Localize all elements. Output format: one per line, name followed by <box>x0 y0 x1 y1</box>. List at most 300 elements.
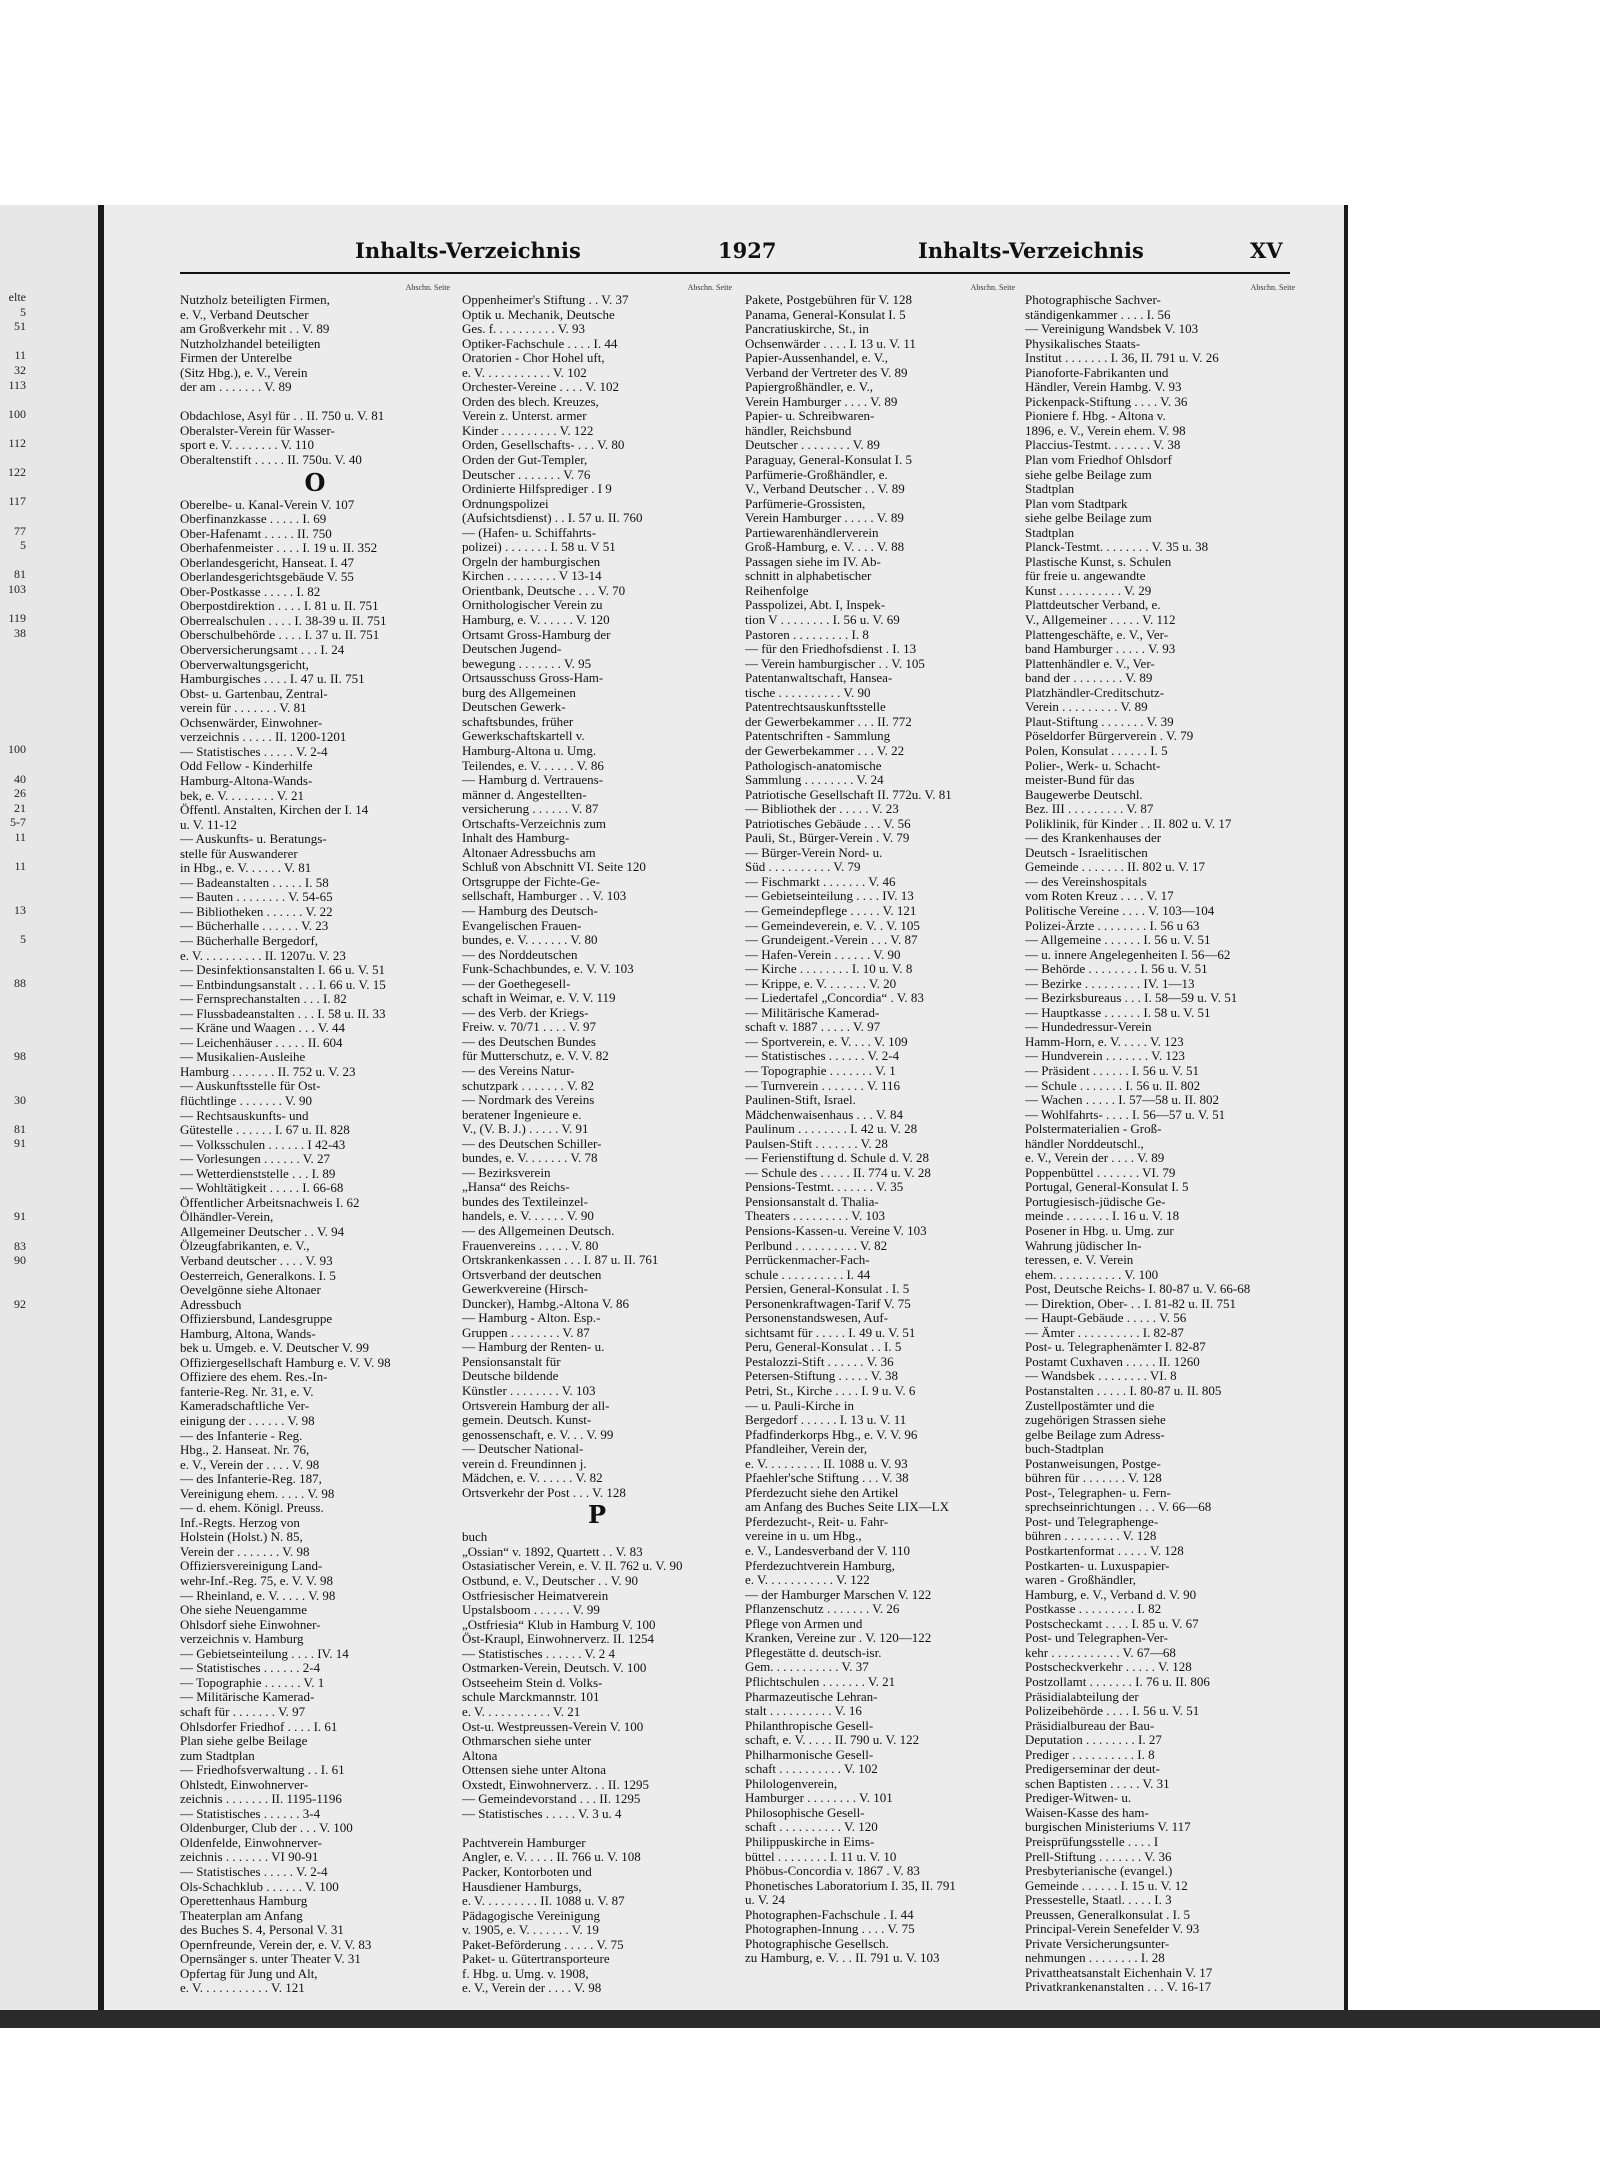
index-entry-line: schaft in Weimar, e. V. V. 119 <box>462 991 616 1006</box>
index-entry-line: Plaut-Stiftung . . . . . . . V. 39 <box>1025 714 1174 729</box>
index-entry-line: Theaters . . . . . . . . . V. 103 <box>745 1209 885 1224</box>
index-entry-line: Offiziergesellschaft Hamburg e. V. V. 98 <box>180 1355 391 1370</box>
index-entry-line: Pickenpack-Stiftung . . . . V. 36 <box>1025 394 1188 409</box>
index-entry-line: Ostbund, e. V., Deutscher . . V. 90 <box>462 1574 638 1589</box>
previous-page-number: 113 <box>8 377 26 392</box>
index-entry-line: — Gebietseinteilung . . . . IV. 13 <box>745 889 914 904</box>
index-entry-line: Verein . . . . . . . . . V. 89 <box>1025 700 1148 715</box>
index-entry-line: Gemeinde . . . . . . . II. 802 u. V. 17 <box>1025 860 1206 875</box>
index-entry-line: — u. Pauli-Kirche in <box>745 1398 855 1413</box>
index-entry-line: Postscheckverkehr . . . . . V. 128 <box>1025 1660 1192 1675</box>
index-entry-line: — Deutscher National- <box>462 1442 584 1457</box>
index-entry-line: — Desinfektionsanstalten I. 66 u. V. 51 <box>180 963 385 978</box>
index-entry-line: bühren für . . . . . . . V. 128 <box>1025 1471 1162 1486</box>
index-entry-line: Ortsverein Hamburg der all- <box>462 1398 610 1413</box>
index-entry-line: waren - Großhändler, <box>1025 1573 1137 1588</box>
index-entry-line: Präsidialabteilung der <box>1025 1689 1139 1704</box>
index-entry-line: Hamburg . . . . . . . II. 752 u. V. 23 <box>180 1064 356 1079</box>
index-entry-line: Oberalster-Verein für Wasser- <box>180 423 335 438</box>
index-entry-line: büttel . . . . . . . . I. 11 u. V. 10 <box>745 1849 897 1864</box>
index-entry-line: Philosophische Gesell- <box>745 1805 865 1820</box>
index-entry-line: Obdachlose, Asyl für . . II. 750 u. V. 81 <box>180 409 385 424</box>
index-entry-line: Privattheatsanstalt Eichenhain V. 17 <box>1025 1965 1213 1980</box>
previous-page-number <box>0 1414 26 1429</box>
index-entry-line: Verein der . . . . . . . V. 98 <box>180 1544 310 1559</box>
section-letter: O <box>304 467 326 497</box>
index-entry-line: Polen, Konsulat . . . . . . I. 5 <box>1025 743 1168 758</box>
index-entry-line: Theaterplan am Anfang <box>180 1908 303 1923</box>
index-entry-line: Persien, General-Konsulat . I. 5 <box>745 1282 910 1297</box>
index-entry-line: buch <box>462 1530 488 1545</box>
index-entry-line: — Hamburg des Deutsch- <box>462 903 598 918</box>
index-entry-line: Pfandleiher, Verein der, <box>745 1442 868 1457</box>
index-entry-line: sellschaft, Hamburger . . V. 103 <box>462 889 627 904</box>
index-entry-line: — Auskunftsstelle für Ost- <box>180 1079 321 1094</box>
previous-page-number <box>0 1005 26 1020</box>
previous-page-number: 11 <box>14 859 26 874</box>
previous-page-number: 91 <box>14 1209 26 1224</box>
index-entry-line: Gruppen . . . . . . . . V. 87 <box>462 1325 590 1340</box>
previous-page-number <box>0 669 26 684</box>
index-entry-line: Paulinum . . . . . . . . I. 42 u. V. 28 <box>745 1122 918 1137</box>
index-entry-line: Patentschriften - Sammlung <box>745 729 891 744</box>
index-entry-line: Plan vom Friedhof Ohlsdorf <box>1025 453 1172 468</box>
previous-page-number <box>0 1370 26 1385</box>
previous-page-number <box>0 713 26 728</box>
previous-page-number: 5 <box>20 932 26 947</box>
index-entry-line: Präsidialbureau der Bau- <box>1025 1718 1155 1733</box>
index-entry-line: — Hamburg d. Vertrauens- <box>462 773 604 788</box>
index-entry-line: — Statistisches . . . . . . 3-4 <box>180 1806 321 1821</box>
index-entry-line: Pfadfinderkorps Hbg., e. V. V. 96 <box>745 1427 918 1442</box>
index-entry-line: Philologenverein, <box>745 1776 838 1791</box>
index-entry-line: „Hansa“ des Reichs- <box>462 1180 570 1195</box>
index-entry-line: Pöseldorfer Bürgerverein . V. 79 <box>1025 729 1194 744</box>
index-entry-line: Kranken, Vereine zur . V. 120—122 <box>745 1631 932 1646</box>
index-entry-line: Packer, Kontorboten und <box>462 1864 592 1879</box>
previous-page-number <box>0 1312 26 1327</box>
section-letter: P <box>587 1500 607 1530</box>
index-entry-line: Oberaltenstift . . . . . II. 750u. V. 40 <box>180 453 362 468</box>
previous-page-number: 98 <box>14 1048 26 1063</box>
previous-page-number: 32 <box>14 362 26 377</box>
index-entry-line: v. 1905, e. V. . . . . . . V. 19 <box>462 1923 599 1938</box>
index-entry-line: — Topographie . . . . . . V. 1 <box>180 1675 325 1690</box>
index-entry-line: Mädchenwaisenhaus . . . V. 84 <box>745 1107 904 1122</box>
index-entry-line: — Hafen-Verein . . . . . . V. 90 <box>745 947 901 962</box>
index-entry-line: sport e. V. . . . . . . . V. 110 <box>180 438 314 453</box>
index-entry-line: — Rheinland, e. V. . . . . V. 98 <box>180 1588 336 1603</box>
index-entry-line: Waisen-Kasse des ham- <box>1025 1805 1149 1820</box>
previous-page-number <box>0 553 26 568</box>
index-entry-line: Deutschen Gewerk- <box>462 700 566 715</box>
previous-page-number <box>0 451 26 466</box>
index-entry-line: Evangelischen Frauen- <box>462 918 582 933</box>
index-entry-line: Hamm-Horn, e. V. . . . . V. 123 <box>1025 1034 1184 1049</box>
previous-page-number: 5 <box>20 304 26 319</box>
column-header: Abschn. Seite <box>1250 283 1295 292</box>
index-entry-line: Pastoren . . . . . . . . . I. 8 <box>745 627 869 642</box>
index-entry-line: — Turnverein . . . . . . . V. 116 <box>745 1078 901 1093</box>
index-entry-line: Papier-Aussenhandel, e. V., <box>745 351 888 366</box>
index-entry-line: Verein Hamburger . . . . V. 89 <box>745 394 898 409</box>
previous-page-number: 112 <box>8 435 26 450</box>
index-entry-line: Inhalt des Hamburg- <box>462 831 570 846</box>
index-entry-line: Orden des blech. Kreuzes, <box>462 394 599 409</box>
index-entry-line: nehmungen . . . . . . . . I. 28 <box>1025 1951 1165 1966</box>
index-entry-line: — (Hafen- u. Schiffahrts- <box>462 525 597 540</box>
index-entry-line: — Wandsbek . . . . . . . . VI. 8 <box>1025 1369 1177 1384</box>
index-entry-line: Politische Vereine . . . . V. 103—104 <box>1025 903 1215 918</box>
column-header: Abschn. Seite <box>687 283 732 292</box>
index-entry-line: Firmen der Unterelbe <box>180 351 292 366</box>
index-entry-line: Vereinigung ehem. . . . . V. 98 <box>180 1486 335 1501</box>
index-entry-line: Post- und Telegraphenge- <box>1025 1514 1159 1529</box>
header-left-title: Inhalts-Verzeichnis <box>355 238 581 263</box>
previous-page-number <box>0 728 26 743</box>
index-entry-line: Ortsverband der deutschen <box>462 1267 602 1282</box>
index-entry-line: — Bücherhalle Bergedorf, <box>180 933 319 948</box>
index-entry-line: — Bezirke . . . . . . . . . IV. 1—13 <box>1025 976 1195 991</box>
index-entry-line: Oberhafenmeister . . . . I. 19 u. II. 352 <box>180 541 378 556</box>
index-entry-line: — Volksschulen . . . . . . I 42-43 <box>180 1137 346 1152</box>
index-entry-line: Portugiesisch-jüdische Ge- <box>1025 1194 1166 1209</box>
index-entry-line: Hamburg, e. V., Verband d. V. 90 <box>1025 1587 1197 1602</box>
index-entry-line: Private Versicherungsunter- <box>1025 1936 1170 1951</box>
index-entry-line: bundes des Textileinzel- <box>462 1194 588 1209</box>
index-entry-line: Ortsgruppe der Fichte-Ge- <box>462 874 600 889</box>
index-entry-line: Pianoforte-Fabrikanten und <box>1025 365 1169 380</box>
index-entries <box>462 293 732 1996</box>
index-entry-line: handels, e. V. . . . . . V. 90 <box>462 1209 594 1224</box>
previous-page-number: 122 <box>8 465 26 480</box>
index-entry-line: Paulinen-Stift, Israel. <box>745 1093 856 1108</box>
index-entry-line: Poliklinik, für Kinder . . II. 802 u. V. 17 <box>1025 816 1232 831</box>
index-entry-line: e. V. . . . . . . . . . . V. 21 <box>462 1704 581 1719</box>
index-entry-line: Philanthropische Gesell- <box>745 1718 874 1733</box>
index-entry-line: beratener Ingenieure e. <box>462 1107 582 1122</box>
index-entry-line: Schluß von Abschnitt VI. Seite 120 <box>462 860 646 875</box>
index-entry-line: fanterie-Reg. Nr. 31, e. V. <box>180 1384 314 1399</box>
previous-page-number: 5 <box>20 538 26 553</box>
index-entry-line: tische . . . . . . . . . . V. 90 <box>745 685 871 700</box>
index-entry-line: — Bibliothek der . . . . . V. 23 <box>745 802 899 817</box>
index-entry-line: — Militärische Kamerad- <box>745 1005 880 1020</box>
previous-page-number: 92 <box>14 1296 26 1311</box>
index-entry-line: am Anfang des Buches Seite LIX—LX <box>745 1500 949 1515</box>
previous-page-number: 119 <box>8 611 26 626</box>
index-entry-line: Ölzeugfabrikanten, e. V., <box>180 1239 310 1254</box>
index-entry-line: — Hauptkasse . . . . . . I. 58 u. V. 51 <box>1025 1005 1211 1020</box>
index-entry-line: Hamburg, Altona, Wands- <box>180 1326 316 1341</box>
index-entry-line: Operettenhaus Hamburg <box>180 1894 308 1909</box>
index-entry-line: Deutsch - Israelitischen <box>1025 845 1148 860</box>
previous-page-number <box>0 961 26 976</box>
index-entry-line: Nutzholzhandel beteiligten <box>180 336 321 351</box>
index-entry-line: — Sportverein, e. V. . . . V. 109 <box>745 1034 908 1049</box>
index-entry-line: Hamburger . . . . . . . . V. 101 <box>745 1791 893 1806</box>
index-column-2 <box>462 282 732 1996</box>
index-entry-line: Süd . . . . . . . . . . V. 79 <box>745 860 861 875</box>
previous-page-number: 38 <box>14 625 26 640</box>
index-entry-line: meinde . . . . . . . I. 16 u. V. 18 <box>1025 1209 1180 1224</box>
index-entry-line: Wahrung jüdischer In- <box>1025 1238 1142 1253</box>
index-entry-line: Personenkraftwagen-Tarif V. 75 <box>745 1296 911 1311</box>
index-entry-line: Principal-Verein Senefelder V. 93 <box>1025 1922 1200 1937</box>
previous-page-number <box>0 1355 26 1370</box>
index-entry-line: Oberfinanzkasse . . . . . I. 69 <box>180 512 327 527</box>
previous-page-number <box>0 1195 26 1210</box>
previous-page-number: 88 <box>14 975 26 990</box>
index-entry-line: Oberelbe- u. Kanal-Verein V. 107 <box>180 497 355 512</box>
index-entry-line: Peru, General-Konsulat . . I. 5 <box>745 1340 902 1355</box>
scan-bottom-strip <box>0 2010 1600 2028</box>
index-entry-line: e. V. . . . . . . . . . . V. 102 <box>462 365 587 380</box>
index-entry-line: Platzhändler-Creditschutz- <box>1025 685 1165 700</box>
index-entry-line: — Topographie . . . . . . . V. 1 <box>745 1063 896 1078</box>
previous-page-number <box>0 1078 26 1093</box>
index-entry-line: Plattenhändler e. V., Ver- <box>1025 656 1155 671</box>
index-entry-line: schule Marckmannstr. 101 <box>462 1690 600 1705</box>
index-entry-line: — Entbindungsanstalt . . . I. 66 u. V. 15 <box>180 977 386 992</box>
index-entry-line: Öffentl. Anstalten, Kirchen der I. 14 <box>180 803 369 818</box>
index-entry-line: Oldenfelde, Einwohnerver- <box>180 1835 322 1850</box>
index-entry-line: Sammlung . . . . . . . . V. 24 <box>745 773 884 788</box>
index-entry-line: Institut . . . . . . . I. 36, II. 791 u. V. 26 <box>1025 351 1219 366</box>
index-entry-line: — der Hamburger Marschen V. 122 <box>745 1587 932 1602</box>
index-entry-line: Oesterreich, Generalkons. I. 5 <box>180 1268 336 1283</box>
index-entry-line: Pensions-Kassen-u. Vereine V. 103 <box>745 1224 927 1238</box>
index-entry-line: meister-Bund für das <box>1025 773 1135 788</box>
index-entries <box>745 293 1015 1966</box>
index-entry-line: — u. innere Angelegenheiten I. 56—62 <box>1025 947 1231 962</box>
previous-page-number <box>0 947 26 962</box>
index-entry-line: — Bezirksverein <box>462 1165 551 1180</box>
index-entry-line: — des Infanterie-Reg. 187, <box>180 1472 322 1487</box>
previous-page-number: 51 <box>14 319 26 334</box>
index-entry-line: — der Goethegesell- <box>462 976 571 991</box>
index-entry-line: — Nordmark des Vereins <box>462 1093 595 1108</box>
index-entry-line: Paket-Beförderung . . . . . V. 75 <box>462 1937 624 1952</box>
index-entry-line: Postkasse . . . . . . . . . I. 82 <box>1025 1602 1162 1617</box>
index-entry-line: Prediger . . . . . . . . . . I. 8 <box>1025 1747 1155 1762</box>
index-entry-line: — Hamburg - Alton. Esp.- <box>462 1311 601 1326</box>
index-entry-line: Deputation . . . . . . . . I. 27 <box>1025 1733 1162 1748</box>
index-entry-line: Orchester-Vereine . . . . V. 102 <box>462 380 620 395</box>
index-entry-line: Pancratiuskirche, St., in <box>745 322 869 337</box>
index-entry-line: Partiewarenhändlerverein <box>745 525 879 540</box>
index-entry-line: Prell-Stiftung . . . . . . . V. 36 <box>1025 1849 1172 1864</box>
index-entry-line: — Schule des . . . . . II. 774 u. V. 28 <box>745 1165 931 1180</box>
index-entry-line: — Rechtsauskunfts- und <box>180 1108 309 1123</box>
previous-page-number: 26 <box>14 786 26 801</box>
index-entry-line: stalt . . . . . . . . . . V. 16 <box>745 1704 862 1719</box>
index-entry-line: — Statistisches . . . . . V. 3 u. 4 <box>462 1806 622 1821</box>
previous-page-number: 81 <box>14 1121 26 1136</box>
index-entry-line: buch-Stadtplan <box>1025 1442 1104 1457</box>
index-entry-line: — Hundverein . . . . . . . V. 123 <box>1025 1049 1185 1064</box>
index-entry-line: — Vorlesungen . . . . . . V. 27 <box>180 1152 330 1167</box>
index-entry-line: Duncker), Hambg.-Altona V. 86 <box>462 1296 630 1311</box>
index-entry-line: Reihenfolge <box>745 583 809 598</box>
index-entry-line: Ordnungspolizei <box>462 496 549 511</box>
index-entry-line: Oberlandesgericht, Hanseat. I. 47 <box>180 555 354 570</box>
index-entry-line: Freiw. v. 70/71 . . . . V. 97 <box>462 1020 596 1035</box>
index-entry-line: Ohlstedt, Einwohnerver- <box>180 1777 309 1792</box>
previous-page-numbers <box>0 290 26 1458</box>
previous-page-number: 83 <box>14 1238 26 1253</box>
index-entry-line: — des Krankenhauses der <box>1025 831 1162 846</box>
index-entry-line: f. Hbg. u. Umg. v. 1908, <box>462 1966 589 1981</box>
index-entry-line: Posener in Hbg. u. Umg. zur <box>1025 1224 1174 1238</box>
previous-page-number <box>0 1020 26 1035</box>
index-entry-line: Patriotisches Gebäude . . . V. 56 <box>745 816 911 831</box>
index-entry-line: Prediger-Witwen- u. <box>1025 1791 1132 1806</box>
index-entry-line: Preisprüfungsstelle . . . . I <box>1025 1834 1159 1849</box>
index-entry-line: — Ferienstiftung d. Schule d. V. 28 <box>745 1151 930 1166</box>
index-entry-line: Polier-, Werk- u. Schacht- <box>1025 758 1161 773</box>
index-entry-line: — Verein hamburgischer . . V. 105 <box>745 656 925 671</box>
index-entry-line: Opernsänger s. unter Theater V. 31 <box>180 1952 361 1967</box>
index-entry-line: Ges. f. . . . . . . . . . V. 93 <box>462 322 586 337</box>
index-entry-line: Postkarten- u. Luxuspapier- <box>1025 1558 1170 1573</box>
index-entry-line: — Vereinigung Wandsbek V. 103 <box>1025 322 1199 337</box>
index-entry-line: — Statistisches . . . . . . V. 2-4 <box>745 1049 900 1064</box>
index-entry-line: Predigerseminar der deut- <box>1025 1762 1161 1777</box>
index-entry-line: Plattdeutscher Verband, e. <box>1025 598 1161 613</box>
index-entry-line: Photographische Gesellsch. <box>745 1936 889 1951</box>
index-entry-line: — Behörde . . . . . . . . I. 56 u. V. 51 <box>1025 962 1208 977</box>
index-entry-line: schaft, e. V. . . . . II. 790 u. V. 122 <box>745 1733 920 1748</box>
index-entry-line: Plastische Kunst, s. Schulen <box>1025 554 1172 569</box>
index-entry-line: Bergedorf . . . . . . I. 13 u. V. 11 <box>745 1413 907 1428</box>
index-entry-line: händler Norddeutschl., <box>1025 1136 1144 1151</box>
index-entry-line: Öffentlicher Arbeitsnachweis I. 62 <box>180 1195 360 1210</box>
index-entry-line: — Schule . . . . . . . I. 56 u. II. 802 <box>1025 1078 1201 1093</box>
index-entry-line: Ochsenwärder, Einwohner- <box>180 715 323 730</box>
index-entry-line: ehem. . . . . . . . . . . V. 100 <box>1025 1267 1159 1282</box>
index-entry-line: Planck-Testmt. . . . . . . . V. 35 u. 38 <box>1025 540 1209 555</box>
index-entry-line: Postanweisungen, Postge- <box>1025 1456 1161 1471</box>
index-entry-line: „Ossian“ v. 1892, Quartett . . V. 83 <box>462 1544 643 1559</box>
index-entry-line: Paulsen-Stift . . . . . . . V. 28 <box>745 1136 888 1151</box>
index-entry-line: Offiziere des ehem. Res.-In- <box>180 1370 328 1385</box>
index-entry-line: bundes, e. V. . . . . . . V. 78 <box>462 1151 598 1166</box>
index-entry-line: Holstein (Holst.) N. 85, <box>180 1530 303 1545</box>
index-entry-line: band Hamburger . . . . . V. 93 <box>1025 642 1176 657</box>
index-entry-line: Ortsausschuss Gross-Ham- <box>462 671 604 686</box>
index-entry-line: Gütestelle . . . . . . I. 67 u. II. 828 <box>180 1123 350 1138</box>
index-entry-line: Paraguay, General-Konsulat I. 5 <box>745 453 913 468</box>
index-entry-line: Ordinierte Hilfsprediger . I 9 <box>462 482 612 497</box>
previous-page-number <box>0 509 26 524</box>
index-entry-line: — Bezirksbureaus . . . I. 58—59 u. V. 51 <box>1025 991 1238 1006</box>
index-entry-line: — Allgemeine . . . . . . I. 56 u. V. 51 <box>1025 933 1211 948</box>
index-entry-line: Altonaer Adressbuchs am <box>462 845 596 860</box>
previous-page-number: 103 <box>8 581 26 596</box>
index-entry-line: Ostasiatischer Verein, e. V. II. 762 u. V. 90 <box>462 1559 683 1574</box>
index-entry-line: Oldenburger, Club der . . . V. 100 <box>180 1821 353 1836</box>
index-entry-line: Ober-Postkasse . . . . . I. 82 <box>180 584 321 599</box>
index-entry-line: Stadtplan <box>1025 525 1075 540</box>
previous-page-number: 91 <box>14 1136 26 1151</box>
previous-page-number: 21 <box>14 800 26 815</box>
index-entry-line: — Bürger-Verein Nord- u. <box>745 845 883 860</box>
index-entry-line: Pakete, Postgebühren für V. 128 <box>745 293 913 307</box>
index-entry-line: Patentrechtsauskunftsstelle <box>745 700 886 715</box>
index-entry-line: Pressestelle, Staatl. . . . . I. 3 <box>1025 1893 1172 1908</box>
previous-page-number: 90 <box>14 1253 26 1268</box>
index-column-4 <box>1025 282 1295 1995</box>
index-entry-line: verein d. Freundinnen j. <box>462 1456 587 1471</box>
index-entry-line: zeichnis . . . . . . . II. 1195-1196 <box>180 1792 342 1807</box>
index-entry-line: Ohlsdorf siehe Einwohner- <box>180 1617 321 1632</box>
previous-page-number <box>0 991 26 1006</box>
index-entry-line: Odd Fellow - Kinderhilfe <box>180 759 313 774</box>
index-entry-line: Kirchen . . . . . . . . V 13-14 <box>462 569 602 584</box>
index-entry-line: Opernfreunde, Verein der, e. V. V. 83 <box>180 1937 372 1952</box>
previous-page-number <box>0 684 26 699</box>
previous-page-number <box>0 845 26 860</box>
header-page-number: XV <box>1250 238 1283 263</box>
index-entry-line: Preussen, Generalkonsulat . I. 5 <box>1025 1907 1190 1922</box>
index-entry-line: schaft . . . . . . . . . . V. 102 <box>745 1762 878 1777</box>
index-entry-line: Phonetisches Laboratorium I. 35, II. 791 <box>745 1878 956 1893</box>
index-entry-line: Hbg., 2. Hanseat. Nr. 76, <box>180 1443 310 1458</box>
index-entry-line: Ortsamt Gross-Hamburg der <box>462 627 611 642</box>
index-entry-line: Verband der Vertreter des V. 89 <box>745 365 908 380</box>
index-entry-line: sprechseinrichtungen . . . V. 66—68 <box>1025 1500 1212 1515</box>
previous-page-number: 77 <box>14 523 26 538</box>
index-entry-line: bek, e. V. . . . . . . . V. 21 <box>180 788 304 803</box>
index-entry-line: bek u. Umgeb. e. V. Deutscher V. 99 <box>180 1341 369 1356</box>
previous-page-number: 13 <box>14 902 26 917</box>
index-entry-line: Ohe siehe Neuengamme <box>180 1603 308 1618</box>
index-entry-line: Papiergroßhändler, e. V., <box>745 380 874 395</box>
index-entry-line: — Bibliotheken . . . . . . V. 22 <box>180 904 333 919</box>
index-entry-line: Optiker-Fachschule . . . . I. 44 <box>462 336 618 351</box>
index-entries <box>1025 293 1295 1995</box>
index-entry-line: Händler, Verein Hambg. V. 93 <box>1025 380 1182 395</box>
index-entry-line: Passpolizei, Abt. I, Inspek- <box>745 598 886 613</box>
index-entry-line: Kameradschaftliche Ver- <box>180 1399 310 1414</box>
index-entry-line: flüchtlinge . . . . . . . V. 90 <box>180 1093 313 1108</box>
index-entry-line: schaftsbundes, früher <box>462 714 574 729</box>
index-entry-line: — Wohltätigkeit . . . . . I. 66-68 <box>180 1181 344 1196</box>
index-entry-line: Deutscher . . . . . . . . V. 89 <box>745 438 880 453</box>
index-entry-line: u. V. 11-12 <box>180 817 237 832</box>
index-entry-line: Pensions-Testmt. . . . . . . V. 35 <box>745 1180 904 1195</box>
index-entry-line: — Wohlfahrts- . . . . I. 56—57 u. V. 51 <box>1025 1107 1226 1122</box>
previous-page-number <box>0 888 26 903</box>
previous-page-number <box>0 596 26 611</box>
index-entry-line: vom Roten Kreuz . . . . V. 17 <box>1025 889 1174 904</box>
index-entry-line: Othmarschen siehe unter <box>462 1734 592 1749</box>
index-entry-line: — Gemeindevorstand . . . II. 1295 <box>462 1792 641 1807</box>
index-entry-line: Pflege von Armen und <box>745 1616 863 1631</box>
index-entry-line: Hamburgisches . . . . I. 47 u. II. 751 <box>180 672 365 687</box>
index-entry-line: Poppenbüttel . . . . . . . VI. 79 <box>1025 1165 1176 1180</box>
index-entry-line: Perrückenmacher-Fach- <box>745 1253 870 1268</box>
index-entry-line: Pensionsanstalt d. Thalia- <box>745 1194 879 1209</box>
index-entry-line: Panama, General-Konsulat I. 5 <box>745 307 906 322</box>
index-entry-line: (Aufsichtsdienst) . . I. 57 u. II. 760 <box>462 511 643 526</box>
index-entry-line: schule . . . . . . . . . . I. 44 <box>745 1267 871 1282</box>
index-entry-line: Postamt Cuxhaven . . . . . II. 1260 <box>1025 1354 1200 1369</box>
index-entry-line: zum Stadtplan <box>180 1748 255 1763</box>
index-entry-line: — Fischmarkt . . . . . . . V. 46 <box>745 874 896 889</box>
index-entry-line: Zustellpostämter und die <box>1025 1398 1155 1413</box>
